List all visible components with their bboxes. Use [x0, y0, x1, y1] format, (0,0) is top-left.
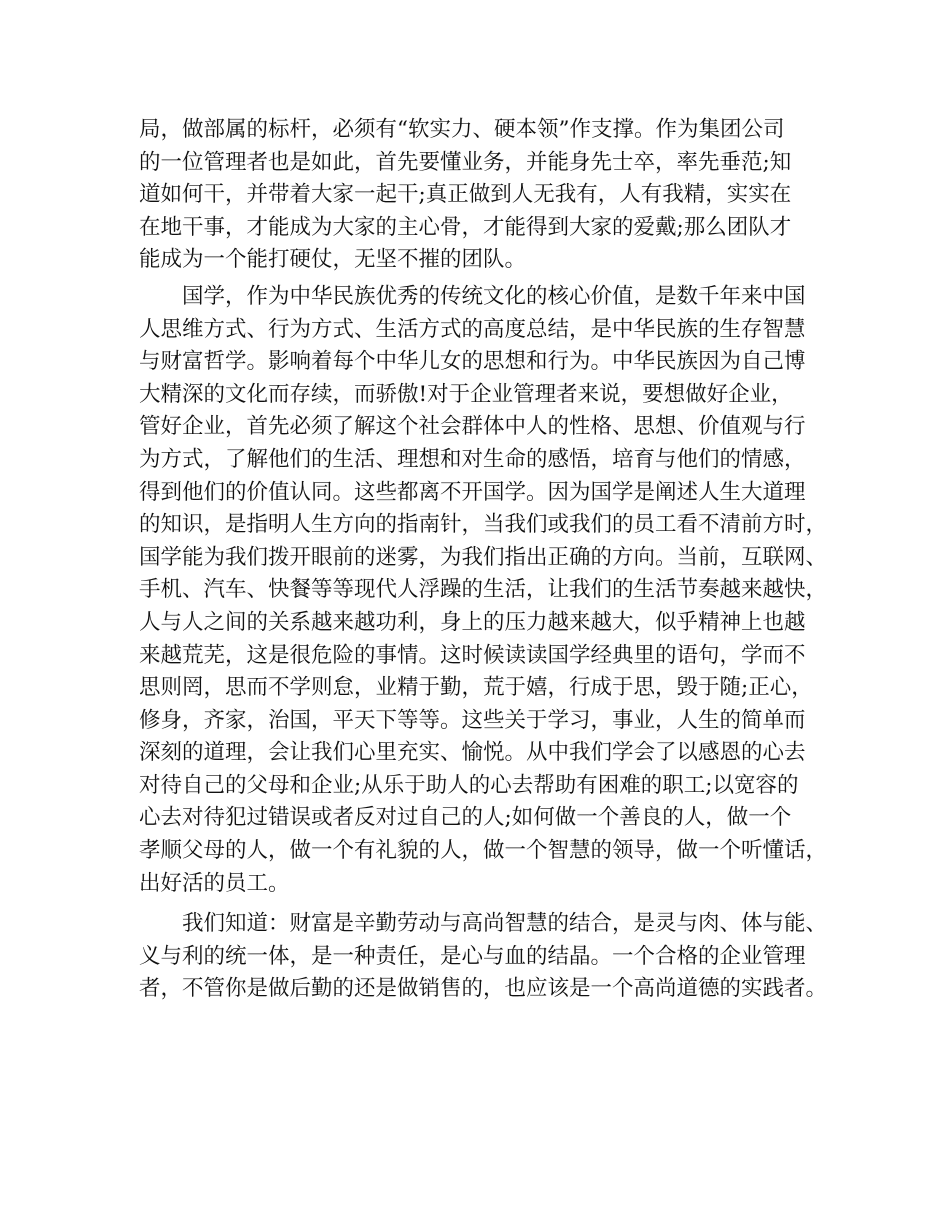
paragraph-spacer	[139, 900, 829, 908]
text-line: 孝顺父母的人，做一个有礼貌的人，做一个智慧的领导，做一个听懂话，	[139, 838, 828, 864]
text-line: 道如何干，并带着大家一起干;真正做到人无我有，人有我精，实实在	[139, 182, 792, 208]
text-line: 的知识，是指明人生方向的指南针，当我们或我们的员工看不清前方时，	[139, 512, 828, 538]
text-line: 出好活的员工。	[139, 870, 290, 896]
text-line: 人与人之间的关系越来越功利，身上的压力越来越大，似乎精神上也越	[139, 609, 806, 635]
text-line: 思则罔，思而不学则怠，业精于勤，荒于嬉，行成于思，毁于随;正心，	[139, 675, 813, 701]
text-line: 局，做部属的标杆，必须有“软实力、硬本领”作支撑。作为集团公司	[139, 117, 785, 142]
text-line: 在地干事，才能成为大家的主心骨，才能得到大家的爱戴;那么团队才	[139, 214, 792, 240]
text-line: 深刻的道理，会让我们心里充实、愉悦。从中我们学会了以感恩的心去	[139, 740, 806, 766]
paragraph-1	[139, 114, 829, 277]
text-line: 国学能为我们拨开眼前的迷雾，为我们指出正确的方向。当前，互联网、	[139, 544, 828, 570]
text-line: 能成为一个能打硬仗，无坚不摧的团队。	[139, 247, 527, 273]
body-text	[139, 114, 829, 1006]
text-line: 义与利的统一体，是一种责任，是心与血的结晶。一个合格的企业管理	[139, 943, 806, 969]
paragraph-3	[139, 908, 829, 1006]
text-line: 修身，齐家，治国，平天下等等。这些关于学习，事业，人生的简单而	[139, 707, 806, 733]
text-line: 者，不管你是做后勤的还是做销售的，也应该是一个高尚道德的实践者。	[139, 976, 828, 1002]
text-line: 人思维方式、行为方式、生活方式的高度总结，是中华民族的生存智慧	[139, 316, 806, 342]
text-line: 国学，作为中华民族优秀的传统文化的核心价值，是数千年来中国	[182, 283, 806, 309]
text-line: 管好企业，首先必须了解这个社会群体中人的性格、思想、价值观与行	[139, 414, 806, 440]
text-line: 大精深的文化而存续，而骄傲!对于企业管理者来说，要想做好企业，	[139, 381, 793, 407]
text-line: 与财富哲学。影响着每个中华儿女的思想和行为。中华民族因为自己博	[139, 349, 806, 375]
text-line: 的一位管理者也是如此，首先要懂业务，并能身先士卒，率先垂范;知	[139, 149, 792, 175]
text-line: 对待自己的父母和企业;从乐于助人的心去帮助有困难的职工;以宽容的	[139, 772, 799, 798]
text-line: 为方式，了解他们的生活、理想和对生命的感悟，培育与他们的情感，	[139, 446, 806, 472]
text-line: 得到他们的价值认同。这些都离不开国学。因为国学是阐述人生大道理	[139, 479, 806, 505]
text-line: 来越荒芜，这是很危险的事情。这时候读读国学经典里的语句，学而不	[139, 642, 806, 668]
text-line: 手机、汽车、快餐等等现代人浮躁的生活，让我们的生活节奏越来越快，	[139, 577, 828, 603]
text-line: 心去对待犯过错误或者反对过自己的人;如何做一个善良的人，做一个	[139, 805, 792, 831]
paragraph-2	[139, 281, 829, 900]
text-line: 我们知道：财富是辛勤劳动与高尚智慧的结合，是灵与肉、体与能、	[182, 911, 828, 937]
